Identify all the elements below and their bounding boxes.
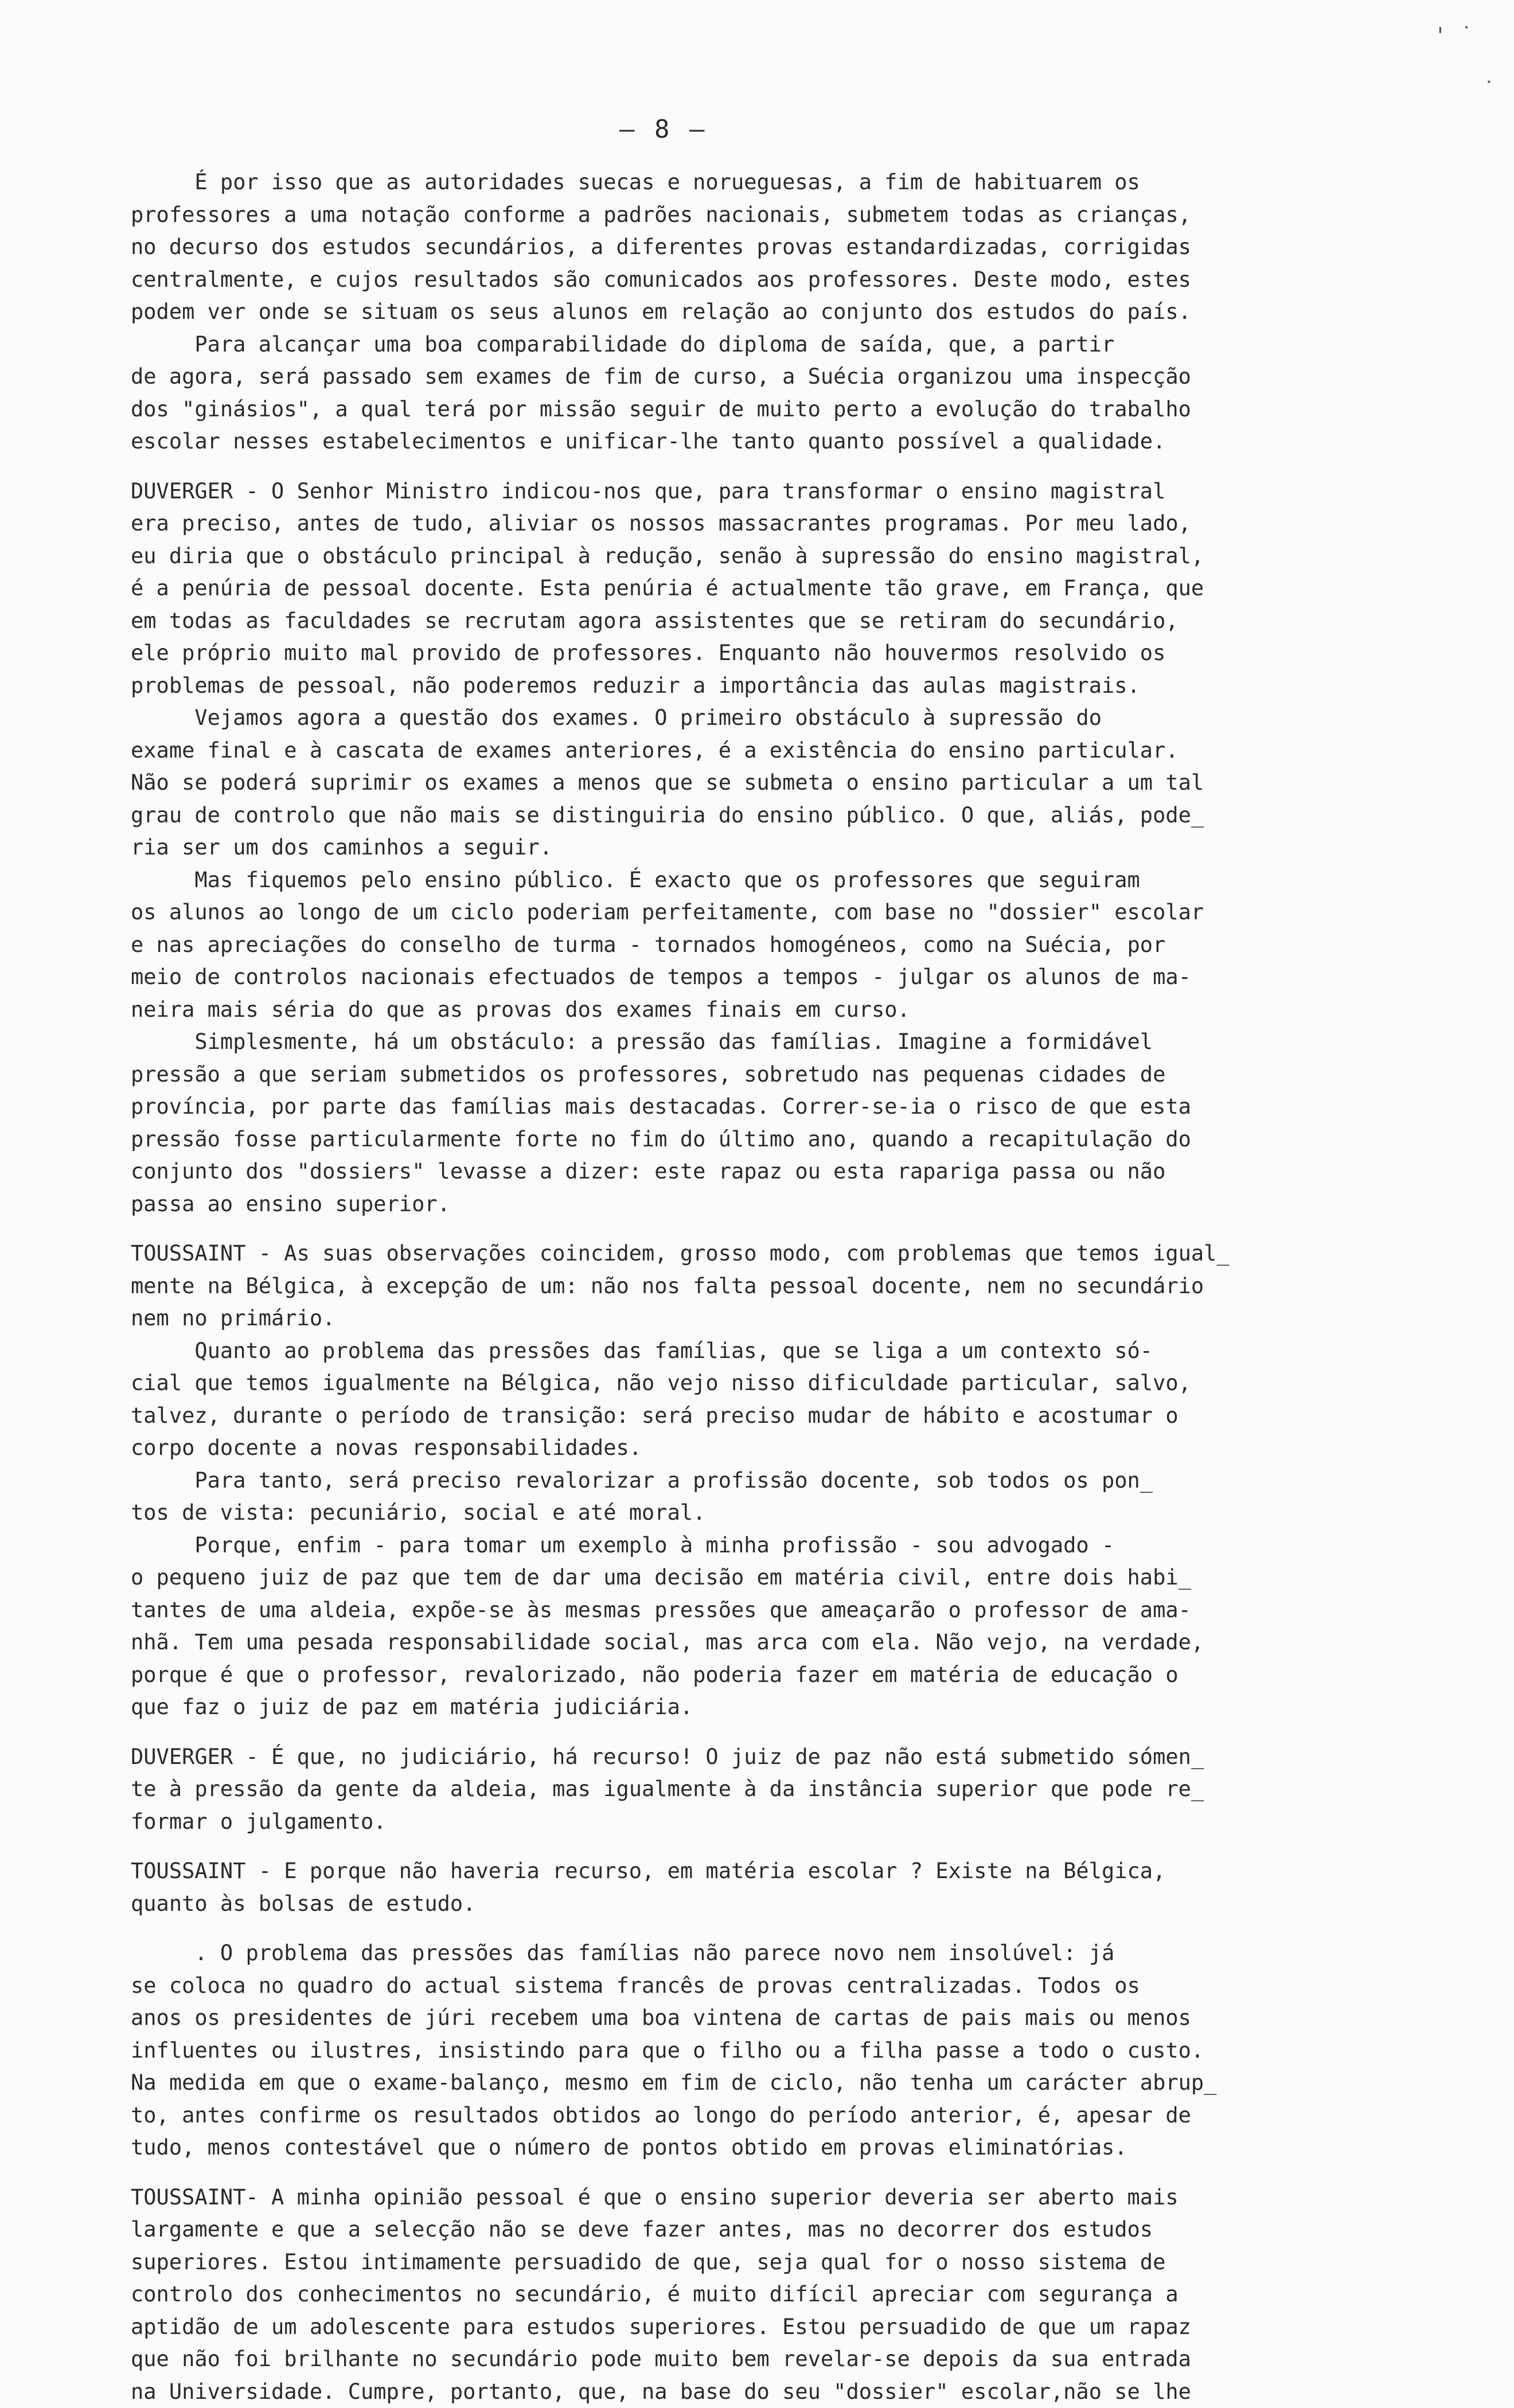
text-line: to, antes confirme os resultados obtidos ao longo do período anterior, é, apesar de (131, 2099, 1392, 2132)
text-line: . O problema das pressões das famílias não parece novo nem insolúvel: já (131, 1937, 1392, 1970)
text-line: conjunto dos "dossiers" levasse a dizer: este rapaz ou esta rapariga passa ou não (131, 1156, 1392, 1188)
text-line: Vejamos agora a questão dos exames. O primeiro obstáculo à supressão do (131, 702, 1392, 735)
paragraph (131, 1238, 1392, 1335)
text-line: É por isso que as autoridades suecas e norueguesas, a fim de habituarem os (131, 166, 1392, 199)
text-line: nhã. Tem uma pesada responsabilidade social, mas arca com ela. Não vejo, na verdade, (131, 1626, 1392, 1659)
text-line: de agora, será passado sem exames de fim de curso, a Suécia organizou uma inspecção (131, 361, 1392, 393)
text-line: te à pressão da gente da aldeia, mas igualmente à da instância superior que pode re_ (131, 1773, 1392, 1806)
text-line: que não foi brilhante no secundário pode muito bem revelar-se depois da sua entrada (131, 2343, 1392, 2376)
text-line: influentes ou ilustres, insistindo para que o filho ou a filha passe a todo o custo. (131, 2035, 1392, 2067)
paragraph (131, 166, 1392, 329)
text-line: superiores. Estou intimamente persuadido de que, seja qual for o nosso sistema de (131, 2246, 1392, 2279)
text-line: que faz o juiz de paz em matéria judiciária. (131, 1691, 1392, 1724)
text-line: tos de vista: pecuniário, social e até moral. (131, 1497, 1392, 1529)
text-line: na Universidade. Cumpre, portanto, que, na base do seu "dossier" escolar,não se lhe (131, 2376, 1392, 2408)
paragraph (131, 702, 1392, 864)
text-line: Não se poderá suprimir os exames a menos que se submeta o ensino particular a um tal (131, 767, 1392, 799)
text-line: tudo, menos contestável que o número de pontos obtido em provas eliminatórias. (131, 2132, 1392, 2164)
paragraph (131, 864, 1392, 1027)
text-line: dos "ginásios", a qual terá por missão seguir de muito perto a evolução do trabalho (131, 393, 1392, 426)
text-line: é a penúria de pessoal docente. Esta penúria é actualmente tão grave, em França, que (131, 572, 1392, 605)
text-line: quanto às bolsas de estudo. (131, 1888, 1392, 1921)
text-line: grau de controlo que não mais se distinguiria do ensino público. O que, aliás, pode_ (131, 799, 1392, 832)
paragraph (131, 475, 1392, 703)
paragraph (131, 329, 1392, 458)
text-line: DUVERGER - É que, no judiciário, há recurso! O juiz de paz não está submetido sómen_ (131, 1741, 1392, 1774)
text-line: DUVERGER - O Senhor Ministro indicou-nos que, para transformar o ensino magistral (131, 475, 1392, 508)
text-line: ria ser um dos caminhos a seguir. (131, 832, 1392, 864)
paragraph (131, 1465, 1392, 1529)
text-line: no decurso dos estudos secundários, a diferentes provas estandardizadas, corrigidas (131, 231, 1392, 264)
text-line: os alunos ao longo de um ciclo poderiam perfeitamente, com base no "dossier" escolar (131, 896, 1392, 929)
text-line: era preciso, antes de tudo, aliviar os nossos massacrantes programas. Por meu lado, (131, 508, 1392, 540)
text-line: pressão a que seriam submetidos os professores, sobretudo nas pequenas cidades de (131, 1059, 1392, 1091)
text-line: largamente e que a selecção não se deve fazer antes, mas no decorrer dos estudos (131, 2214, 1392, 2246)
paragraph (131, 1529, 1392, 1724)
text-line: talvez, durante o período de transição: será preciso mudar de hábito e acostumar o (131, 1400, 1392, 1433)
text-line: porque é que o professor, revalorizado, não poderia fazer em matéria de educação o (131, 1659, 1392, 1692)
text-line: Mas fiquemos pelo ensino público. É exacto que os professores que seguiram (131, 864, 1392, 897)
text-line: problemas de pessoal, não poderemos reduzir a importância das aulas magistrais. (131, 670, 1392, 703)
document-body (131, 166, 1392, 2408)
scan-speck: ' ˙ (1434, 23, 1473, 48)
text-line: controlo dos conhecimentos no secundário, é muito difícil apreciar com segurança a (131, 2278, 1392, 2311)
text-line: província, por parte das famílias mais destacadas. Correr-se-ia o risco de que esta (131, 1091, 1392, 1123)
paragraph (131, 2181, 1392, 2408)
text-line: professores a uma notação conforme a padrões nacionais, submetem todas as crianças, (131, 199, 1392, 232)
text-line: escolar nesses estabelecimentos e unificar-lhe tanto quanto possível a qualidade. (131, 426, 1392, 458)
text-line: aptidão de um adolescente para estudos superiores. Estou persuadido de que um rapaz (131, 2311, 1392, 2344)
text-line: neira mais séria do que as provas dos exames finais em curso. (131, 994, 1392, 1027)
scan-speck: ˙ (1482, 77, 1496, 103)
text-line: formar o julgamento. (131, 1806, 1392, 1839)
paragraph (131, 1741, 1392, 1839)
paragraph (131, 1026, 1392, 1220)
text-line: anos os presidentes de júri recebem uma boa vintena de cartas de pais mais ou menos (131, 2002, 1392, 2035)
text-line: tantes de uma aldeia, expõe-se às mesmas pressões que ameaçarão o professor de ama- (131, 1594, 1392, 1627)
text-line: nem no primário. (131, 1302, 1392, 1335)
text-line: exame final e à cascata de exames anteriores, é a existência do ensino particular. (131, 735, 1392, 767)
text-line: podem ver onde se situam os seus alunos em relação ao conjunto dos estudos do país. (131, 296, 1392, 329)
text-line: Simplesmente, há um obstáculo: a pressão das famílias. Imagine a formidável (131, 1026, 1392, 1059)
text-line: corpo docente a novas responsabilidades. (131, 1432, 1392, 1465)
text-line: e nas apreciações do conselho de turma - tornados homogéneos, como na Suécia, por (131, 929, 1392, 962)
paragraph (131, 1937, 1392, 2164)
paragraph (131, 1855, 1392, 1920)
text-line: meio de controlos nacionais efectuados de tempos a tempos - julgar os alunos de ma- (131, 961, 1392, 994)
text-line: cial que temos igualmente na Bélgica, não vejo nisso dificuldade particular, salvo, (131, 1367, 1392, 1400)
text-line: Para alcançar uma boa comparabilidade do diploma de saída, que, a partir (131, 329, 1392, 361)
text-line: mente na Bélgica, à excepção de um: não nos falta pessoal docente, nem no secundário (131, 1270, 1392, 1303)
text-line: pressão fosse particularmente forte no fim do último ano, quando a recapitulação do (131, 1123, 1392, 1156)
text-line: TOUSSAINT- A minha opinião pessoal é que o ensino superior deveria ser aberto mais (131, 2181, 1392, 2214)
text-line: TOUSSAINT - As suas observações coincidem, grosso modo, com problemas que temos igual_ (131, 1238, 1392, 1270)
text-line: Para tanto, será preciso revalorizar a profissão docente, sob todos os pon_ (131, 1465, 1392, 1497)
text-line: eu diria que o obstáculo principal à redução, senão à supressão do ensino magistral, (131, 540, 1392, 573)
text-line: ele próprio muito mal provido de professores. Enquanto não houvermos resolvido os (131, 637, 1392, 670)
page-number: – 8 – (619, 115, 707, 144)
text-line: Porque, enfim - para tomar um exemplo à minha profissão - sou advogado - (131, 1529, 1392, 1562)
text-line: em todas as faculdades se recrutam agora assistentes que se retiram do secundário, (131, 605, 1392, 638)
text-line: Quanto ao problema das pressões das famílias, que se liga a um contexto só- (131, 1335, 1392, 1368)
text-line: Na medida em que o exame-balanço, mesmo em fim de ciclo, não tenha um carácter abrup_ (131, 2067, 1392, 2099)
text-line: o pequeno juiz de paz que tem de dar uma decisão em matéria civil, entre dois habi_ (131, 1562, 1392, 1594)
text-line: TOUSSAINT - E porque não haveria recurso, em matéria escolar ? Existe na Bélgica, (131, 1855, 1392, 1888)
text-line: se coloca no quadro do actual sistema francês de provas centralizadas. Todos os (131, 1970, 1392, 2003)
paragraph (131, 1335, 1392, 1465)
text-line: passa ao ensino superior. (131, 1188, 1392, 1221)
text-line: centralmente, e cujos resultados são comunicados aos professores. Deste modo, estes (131, 264, 1392, 296)
